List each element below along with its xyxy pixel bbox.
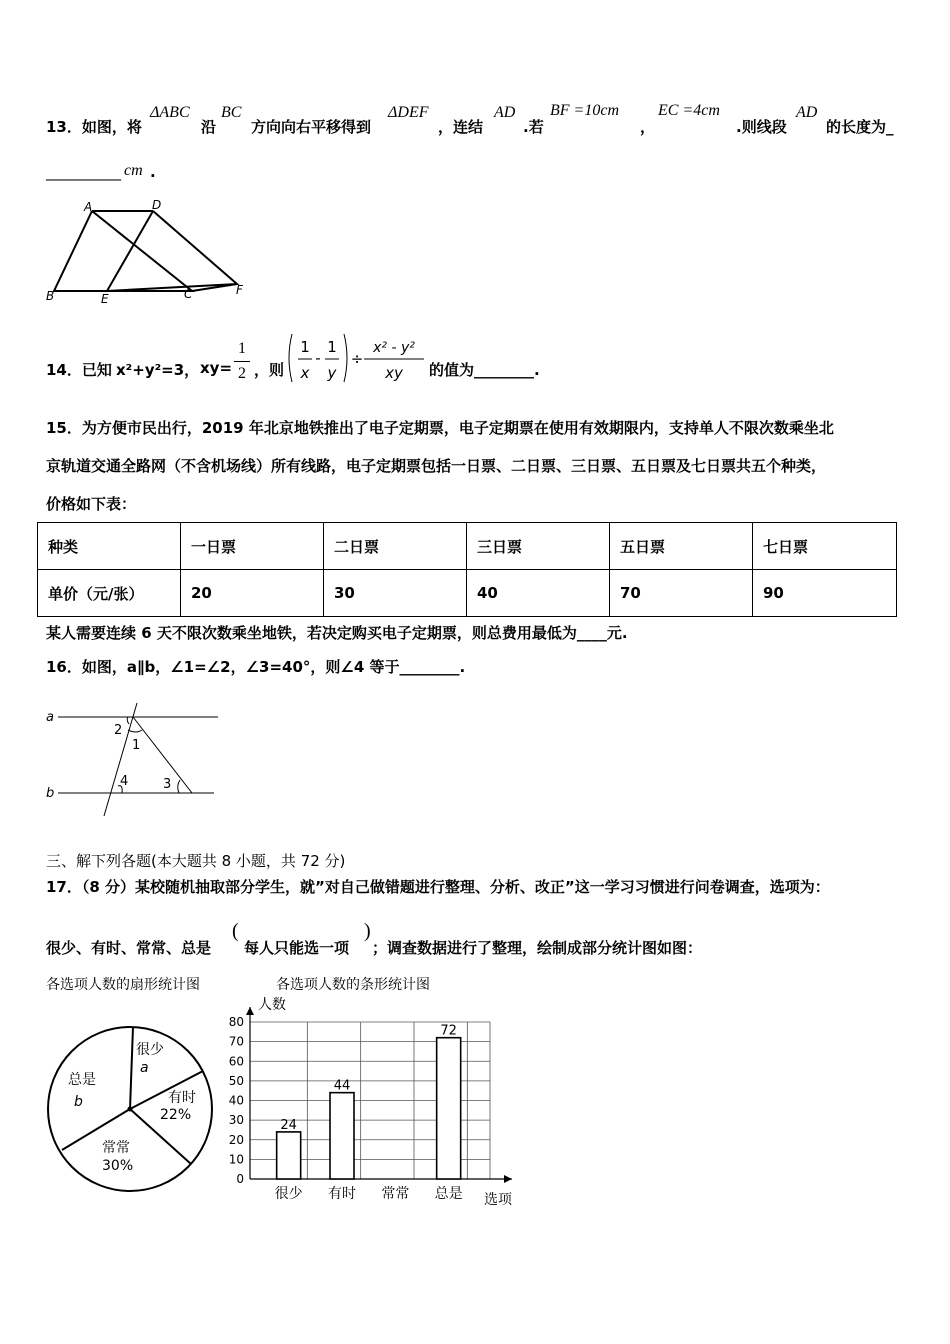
- q13-prefix: 13．如图，将: [46, 118, 142, 136]
- q13-translation-figure: [40, 198, 255, 308]
- bar-3: [437, 1038, 461, 1179]
- label-b: B: [46, 289, 55, 303]
- pie-chart: [40, 972, 240, 1204]
- table-cell: 七日票: [753, 523, 897, 570]
- q15-line-1: 15．为方便市民出行，2019 年北京地铁推出了电子定期票，电子定期票在使用有效期限内，支持单人不限次数乘坐北: [46, 419, 834, 437]
- frac2-numerator: 1: [327, 338, 337, 356]
- q14-condition-1: x²+y²=3，: [116, 361, 200, 379]
- angle-arc-1: [128, 730, 142, 732]
- bar-value-label: 44: [333, 1078, 351, 1094]
- table-cell: 90: [753, 570, 897, 617]
- q13-connect: ，连结: [438, 118, 484, 136]
- q16-parallel-lines-figure: [40, 700, 225, 820]
- q13-ask: 的长度为_: [826, 118, 894, 136]
- q15-line-3: 价格如下表：: [46, 495, 137, 513]
- q14-half-numerator: 1: [238, 340, 246, 357]
- y-axis-label: 人数: [258, 997, 286, 1013]
- transversal: [104, 703, 137, 816]
- q14-half-bar: [234, 361, 250, 362]
- label-b: b: [46, 786, 55, 801]
- y-tick-label: 60: [228, 1054, 244, 1069]
- ticket-price-table: [37, 522, 897, 617]
- label-3: 3: [163, 777, 172, 792]
- angle-arc-2: [127, 717, 129, 724]
- bar-value-label: 24: [280, 1117, 297, 1133]
- q14-prefix: 14．已知: [46, 361, 112, 379]
- table-cell: 三日票: [467, 523, 610, 570]
- q14-suffix: 的值为________.: [429, 361, 540, 379]
- bar-chart-title: 各选项人数的条形统计图: [276, 977, 430, 993]
- x-tick-label: 很少: [274, 1186, 303, 1202]
- q17-line-1: 17．（8 分）某校随机抽取部分学生，就”对自己做错题进行整理、分析、改正”这一学习习惯进行问卷调查，选项为：: [46, 878, 830, 896]
- q16-text: 16．如图，a∥b，∠1=∠2，∠3=40°，则∠4 等于________.: [46, 658, 466, 676]
- y-tick-label: 10: [228, 1152, 244, 1167]
- pie-label-often: 常常: [102, 1140, 130, 1156]
- q14-expression: [284, 330, 429, 386]
- pie-value-rare: a: [140, 1060, 149, 1076]
- q13-if: .若: [523, 118, 544, 136]
- table-cell: 二日票: [324, 523, 467, 570]
- y-tick-label: 20: [228, 1132, 244, 1147]
- triangle-def: [107, 211, 237, 291]
- label-d: D: [152, 198, 162, 212]
- table-cell: 70: [610, 570, 753, 617]
- table-header-row: [38, 523, 897, 570]
- table-row: [38, 570, 897, 617]
- q17-paren-close: ): [364, 920, 371, 942]
- q13-then: .则线段: [736, 118, 787, 136]
- x-tick-label: 有时: [328, 1186, 356, 1202]
- division-sign: ÷: [350, 350, 364, 368]
- right-paren: [344, 334, 347, 382]
- y-tick-label: 80: [228, 1015, 244, 1029]
- label-4: 4: [120, 774, 129, 789]
- table-cell: 一日票: [181, 523, 324, 570]
- q13-along: 沿: [201, 118, 217, 136]
- table-cell: 30: [324, 570, 467, 617]
- q13-seg-bc: BC: [221, 104, 242, 121]
- frac1-denominator: x: [300, 364, 310, 382]
- q13-bf-eq: BF =10cm: [550, 102, 619, 119]
- bar-value-label: 72: [440, 1023, 457, 1039]
- q15-question: 某人需要连续 6 天不限次数乘坐地铁，若决定购买电子定期票，则总费用最低为____元.: [46, 624, 628, 642]
- y-axis-arrow: [246, 1007, 254, 1015]
- label-f: F: [236, 283, 243, 297]
- triangle-abc: [54, 211, 192, 291]
- label-1: 1: [132, 738, 141, 753]
- section-3-heading: 三、解下列各题(本大题共 8 小题，共 72 分): [46, 852, 346, 870]
- minus-sign: -: [315, 349, 321, 367]
- pie-divider-top: [130, 1027, 133, 1109]
- frac3-numerator: x² - y²: [373, 340, 415, 356]
- table-cell: 40: [467, 570, 610, 617]
- y-tick-label: 40: [228, 1093, 244, 1108]
- pie-label-always: 总是: [68, 1072, 96, 1088]
- q13-ec-eq: EC =4cm: [658, 102, 720, 119]
- table-cell: 五日票: [610, 523, 753, 570]
- bar-1: [330, 1093, 354, 1179]
- q13-seg-ad-2: AD: [796, 104, 818, 121]
- table-cell: 单价（元/张）: [38, 570, 181, 617]
- q13-unit: cm: [124, 162, 143, 179]
- q13-direction: 方向向右平移得到: [251, 118, 372, 136]
- q17-options: 很少、有时、常常、总是: [46, 939, 212, 957]
- pie-chart-title: 各选项人数的扇形统计图: [46, 977, 200, 993]
- pie-value-always: b: [74, 1094, 83, 1110]
- y-tick-label: 50: [228, 1073, 244, 1088]
- q14-condition-2: xy=: [200, 359, 233, 377]
- angle-arc-3: [178, 780, 180, 793]
- q13-comma: ，: [640, 118, 656, 136]
- pie-label-rare: 很少: [136, 1042, 164, 1058]
- label-a: a: [46, 710, 54, 725]
- label-2: 2: [114, 723, 123, 738]
- frac2-denominator: y: [327, 364, 337, 382]
- x-axis-arrow: [504, 1175, 512, 1183]
- q13-period: .: [150, 163, 156, 181]
- label-e: E: [101, 292, 109, 306]
- q13-answer-blank: __________: [46, 163, 121, 181]
- q13-seg-ad: AD: [494, 104, 516, 121]
- y-tick-label: 0: [236, 1172, 244, 1186]
- table-cell: 20: [181, 570, 324, 617]
- q17-paren-open: (: [232, 920, 239, 942]
- q13-triangle-abc: ΔABC: [150, 104, 190, 121]
- q13-triangle-def: ΔDEF: [388, 104, 429, 121]
- q15-line-2: 京轨道交通全路网（不含机场线）所有线路，电子定期票包括一日票、二日票、三日票、五日票及七日票共五个种类，: [46, 457, 827, 475]
- label-c: C: [184, 287, 193, 301]
- x-tick-label: 常常: [381, 1186, 410, 1202]
- y-tick-label: 30: [228, 1113, 244, 1128]
- pie-label-some: 有时: [168, 1090, 196, 1106]
- q17-line-2-tail: ；调查数据进行了整理，绘制成部分统计图如图：: [372, 939, 703, 957]
- table-cell: 种类: [38, 523, 181, 570]
- frac3-denominator: xy: [385, 364, 403, 382]
- bar-0: [277, 1132, 301, 1179]
- x-axis-label: 选项: [484, 1192, 512, 1208]
- bar-chart: [222, 972, 528, 1212]
- q14-then: ，则: [254, 361, 285, 379]
- frac1-numerator: 1: [300, 338, 310, 356]
- left-paren: [289, 334, 292, 382]
- q14-half-denominator: 2: [238, 365, 246, 382]
- pie-center: [128, 1107, 133, 1112]
- y-tick-label: 70: [228, 1034, 244, 1049]
- q17-one-choice: 每人只能选一项: [244, 939, 350, 957]
- x-tick-label: 总是: [434, 1186, 463, 1202]
- label-a: A: [84, 200, 93, 214]
- pie-value-some: 22%: [160, 1107, 192, 1123]
- pie-value-often: 30%: [102, 1158, 134, 1174]
